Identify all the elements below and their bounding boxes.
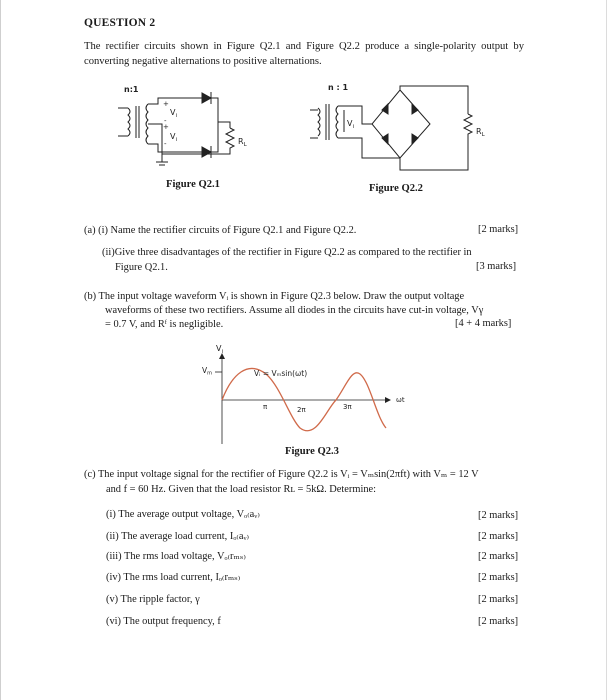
question-title: QUESTION 2 bbox=[84, 17, 156, 29]
svg-text:RL: $R_L$ bbox=[238, 137, 247, 148]
part-a-ii-line2: Figure Q2.1. bbox=[115, 262, 168, 273]
svg-text:-: - bbox=[164, 117, 167, 125]
part-c-item-4: (iv) The rms load current, Iₒ₍rₘₛ₎ bbox=[106, 572, 241, 583]
figure-q2-1-circuit bbox=[110, 80, 310, 170]
part-c-item-1-marks: [2 marks] bbox=[478, 510, 519, 521]
svg-text:+: + bbox=[163, 123, 169, 131]
part-b-marks: [4 + 4 marks] bbox=[455, 318, 512, 329]
part-b-line1: (b) The input voltage waveform Vᵢ is shown in Figure Q2.3 below. Draw the output voltage bbox=[84, 291, 465, 302]
svg-text:-: - bbox=[164, 140, 167, 148]
part-c-item-2: (ii) The average load current, Iₒ₍aᵥ₎ bbox=[106, 531, 250, 542]
q22-ratio: n : 1 bbox=[328, 83, 349, 92]
svg-text:Vi: $V_i$ bbox=[347, 119, 355, 130]
part-c-line1: (c) The input voltage signal for the rectifier of Figure Q2.2 is Vᵢ = Vₘsin(2πft) with Vₘ = 12 V bbox=[84, 469, 479, 480]
part-c-item-5: (v) The ripple factor, γ bbox=[106, 594, 200, 605]
figure-q2-3-waveform bbox=[200, 340, 430, 445]
part-a-i-marks: [2 marks] bbox=[478, 224, 519, 235]
q23-axis-x-label: ωt bbox=[396, 396, 405, 404]
figure-q2-2-circuit bbox=[300, 80, 500, 180]
figure-q2-2-caption: Figure Q2.2 bbox=[369, 183, 423, 194]
part-c-item-1: (i) The average output voltage, Vₒ₍aᵥ₎ bbox=[106, 509, 260, 520]
q23-axis-y-label: $V_i$ bbox=[216, 344, 224, 355]
q23-tick-2pi: 2π bbox=[297, 406, 306, 414]
part-b-line2: waveforms of these two rectifiers. Assume all diodes in the circuits have cut-in voltage, Vγ bbox=[105, 305, 484, 316]
svg-text:Vi: $V_i$ bbox=[170, 108, 178, 119]
svg-text:RL: $R_L$ bbox=[476, 127, 485, 138]
part-c-item-3-marks: [2 marks] bbox=[478, 551, 519, 562]
figure-q2-3-caption: Figure Q2.3 bbox=[285, 446, 339, 457]
q21-ratio: n:1 bbox=[124, 85, 139, 94]
part-b-line3: = 0.7 V, and Rᶠ is negligible. bbox=[105, 319, 224, 330]
part-a-ii-marks: [3 marks] bbox=[476, 261, 517, 272]
q23-vm-label: $V_m$ bbox=[202, 366, 213, 377]
svg-text:+: + bbox=[163, 100, 169, 108]
part-c-item-4-marks: [2 marks] bbox=[478, 572, 519, 583]
part-a-i: (a) (i) Name the rectifier circuits of Figure Q2.1 and Figure Q2.2. bbox=[84, 225, 357, 236]
part-c-item-6-marks: [2 marks] bbox=[478, 616, 519, 627]
part-c-item-3: (iii) The rms load voltage, Vₒ₍rₘₛ₎ bbox=[106, 551, 246, 562]
svg-text:Vi: $V_i$ bbox=[170, 132, 178, 143]
part-c-item-2-marks: [2 marks] bbox=[478, 531, 519, 542]
part-a-ii-line1: (ii)Give three disadvantages of the rectifier in Figure Q2.2 as compared to the rectifier in bbox=[102, 247, 472, 258]
question-intro: The rectifier circuits shown in Figure Q2.1 and Figure Q2.2 produce a single-polarity output by converting negative alternations to positive alternations. bbox=[84, 41, 524, 67]
part-c-line2: and f = 60 Hz. Given that the load resistor Rʟ = 5kΩ. Determine: bbox=[106, 484, 377, 495]
q23-tick-pi: π bbox=[263, 403, 268, 411]
part-c-item-5-marks: [2 marks] bbox=[478, 594, 519, 605]
q23-equation: Vᵢ = Vₘsin(ωt) bbox=[254, 369, 308, 378]
part-c-item-6: (vi) The output frequency, f bbox=[106, 616, 221, 627]
figure-q2-1-caption: Figure Q2.1 bbox=[166, 179, 220, 190]
q23-tick-3pi: 3π bbox=[343, 403, 352, 411]
